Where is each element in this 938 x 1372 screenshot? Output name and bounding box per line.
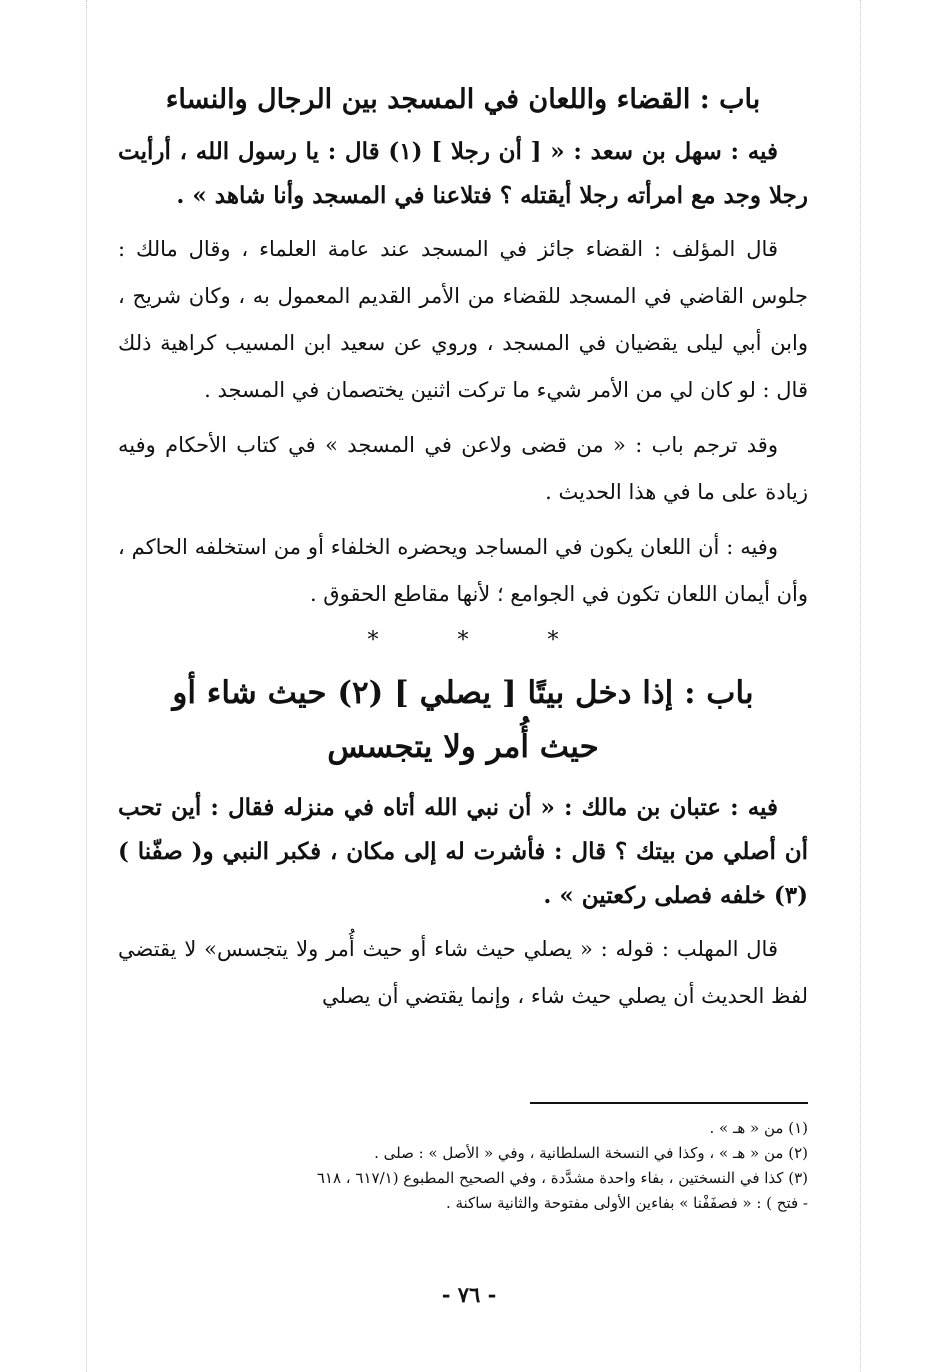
- section-title-line-1: باب : إذا دخل بيتًا [ يصلي ] (٢) حيث شاء أو: [172, 675, 754, 711]
- commentary-paragraph-3: وفيه : أن اللعان يكون في المساجد ويحضره الخلفاء أو من استخلفه الحاكم ، وأن أيمان اللعان تكون في الجوامع ؛ لأنها مقاطع الحقوق .: [118, 535, 808, 606]
- right-margin-guide: [860, 0, 861, 1372]
- separator-star: *: [367, 628, 379, 653]
- footnotes: [118, 1116, 808, 1216]
- section-separator: [118, 626, 808, 656]
- section-title-line-2: حيث أُمر ولا يتجسس: [327, 729, 599, 765]
- hadith-sahl-ibn-saad: فيه : سهل بن سعد : « [ أن رجلا ] (١) قال : يا رسول الله ، أرأيت رجلا وجد مع امرأته رجلا أيقتله ؟ فتلاعنا في المسجد وأنا شاهد » .: [118, 138, 808, 209]
- commentary-paragraph-1: قال المؤلف : القضاء جائز في المسجد عند عامة العلماء ، وقال مالك : جلوس القاضي في المسجد للقضاء من الأمر القديم المعمول به ، وكان شريح ، وابن أبي ليلى يقضيان في المسجد ، وروي عن سعيد ابن المسيب كراهية ذلك قال : لو كان لي من الأمر شيء ما تركت اثنين يختصمان في المسجد .: [118, 237, 808, 402]
- section-title-judgment-in-mosque: باب : القضاء واللعان في المسجد بين الرجال والنساء: [165, 84, 761, 115]
- footnote-3: (٣) كذا في النسختين ، بفاء واحدة مشدَّدة ، وفي الصحيح المطبوع (٦١٧/١ ، ٦١٨: [316, 1169, 808, 1187]
- footnote-divider: [530, 1102, 808, 1104]
- left-margin-guide: [86, 0, 87, 1372]
- footnote-2: (٢) من « هـ » ، وكذا في النسخة السلطانية ، وفي « الأصل » : صلى .: [374, 1144, 808, 1162]
- hadith-itban-ibn-malik: فيه : عتبان بن مالك : « أن نبي الله أتاه في منزله فقال : أين تحب أن أصلي من بيتك ؟ قال : فأشرت له إلى مكان ، فكبر النبي و( صفّنا )(٣) خلفه فصلى ركعتين » .: [118, 794, 808, 909]
- footnote-3-continued: - فتح ) : « فصفَفْنا » بفاءين الأولى مفتوحة والثانية ساكنة .: [445, 1194, 808, 1212]
- page-number: - ٧٦ -: [441, 1282, 497, 1307]
- separator-star: *: [547, 628, 559, 653]
- separator-star: *: [457, 628, 469, 653]
- commentary-paragraph-2: وقد ترجم باب : « من قضى ولاعن في المسجد » في كتاب الأحكام وفيه زيادة على ما في هذا الحديث .: [118, 433, 808, 504]
- main-text: [118, 78, 808, 1028]
- commentary-muhallab: قال المهلب : قوله : « يصلي حيث شاء أو حيث أُمر ولا يتجسس» لا يقتضي لفظ الحديث أن يصلي حيث شاء ، وإنما يقتضي أن يصلي: [118, 937, 808, 1008]
- section-title-entering-house: [118, 666, 808, 774]
- footnote-1: (١) من « هـ » .: [709, 1119, 808, 1137]
